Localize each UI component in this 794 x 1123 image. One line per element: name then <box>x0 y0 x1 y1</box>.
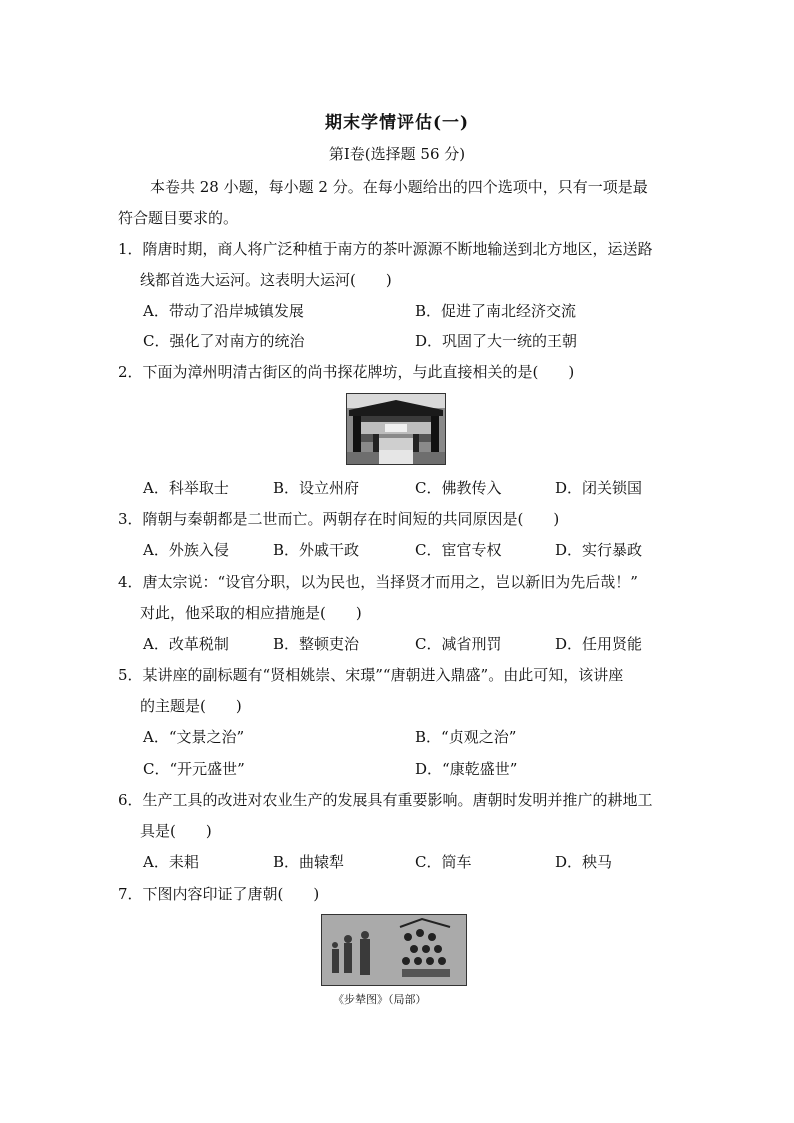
painting-image <box>321 914 467 986</box>
question-6-option-a[interactable]: A．耒耜 <box>143 853 199 871</box>
question-1-stem: 1．隋唐时期，商人将广泛种植于南方的茶叶源源不断地输送到北方地区，运送路 <box>118 240 653 258</box>
question-2-option-b[interactable]: B．设立州府 <box>273 479 360 497</box>
section-subtitle: 第Ⅰ卷(选择题 56 分) <box>328 145 466 163</box>
question-3-option-d[interactable]: D．实行暴政 <box>555 541 643 559</box>
question-3-stem: 3．隋朝与秦朝都是二世而亡。两朝存在时间短的共同原因是( ) <box>118 510 560 528</box>
question-4-option-c[interactable]: C．减省刑罚 <box>415 635 502 653</box>
question-5-option-b[interactable]: B．“贞观之治” <box>415 728 517 746</box>
question-6-option-c[interactable]: C．筒车 <box>415 853 472 871</box>
question-3-option-a[interactable]: A．外族入侵 <box>143 541 229 559</box>
question-2-option-a[interactable]: A．科举取士 <box>143 479 229 497</box>
question-6-option-d[interactable]: D．秧马 <box>555 853 613 871</box>
painting-caption: 《步辇图》（局部） <box>333 993 427 1006</box>
question-3-option-b[interactable]: B．外戚干政 <box>273 541 360 559</box>
question-5-stem-cont: 的主题是( ) <box>140 697 242 715</box>
question-2-option-c[interactable]: C．佛教传入 <box>415 479 502 497</box>
question-4-stem-cont: 对此，他采取的相应措施是( ) <box>140 604 362 622</box>
question-4-option-b[interactable]: B．整顿吏治 <box>273 635 360 653</box>
question-4-stem: 4．唐太宗说：“设官分职，以为民也，当择贤才而用之，岂以新旧为先后哉！” <box>118 573 638 591</box>
question-5-option-d[interactable]: D．“康乾盛世” <box>415 760 518 778</box>
question-3-option-c[interactable]: C．宦官专权 <box>415 541 502 559</box>
question-1-option-c[interactable]: C．强化了对南方的统治 <box>143 332 305 350</box>
question-2-stem: 2．下面为漳州明清古街区的尚书探花牌坊，与此直接相关的是( ) <box>118 363 575 381</box>
question-6-stem: 6．生产工具的改进对农业生产的发展具有重要影响。唐朝时发明并推广的耕地工 <box>118 791 653 809</box>
question-1-stem-cont: 线都首选大运河。这表明大运河( ) <box>140 271 392 289</box>
question-5-option-c[interactable]: C．“开元盛世” <box>143 760 245 778</box>
page-title: 期末学情评估(一) <box>324 113 470 133</box>
question-4-option-d[interactable]: D．任用贤能 <box>555 635 643 653</box>
question-5-option-a[interactable]: A．“文景之治” <box>143 728 245 746</box>
intro-line-1: 本卷共 28 小题，每小题 2 分。在每小题给出的四个选项中，只有一项是最 <box>150 178 648 196</box>
question-6-option-b[interactable]: B．曲辕犁 <box>273 853 345 871</box>
question-6-stem-cont: 具是( ) <box>140 822 212 840</box>
question-2-option-d[interactable]: D．闭关锁国 <box>555 479 643 497</box>
question-5-stem: 5．某讲座的副标题有“贤相姚崇、宋璟”“唐朝进入鼎盛”。由此可知，该讲座 <box>118 666 624 684</box>
question-1-option-d[interactable]: D．巩固了大一统的王朝 <box>415 332 578 350</box>
question-1-option-a[interactable]: A．带动了沿岸城镇发展 <box>143 302 304 320</box>
archway-photo <box>346 393 446 465</box>
archway-photo-drawing <box>347 394 445 464</box>
question-4-option-a[interactable]: A．改革税制 <box>143 635 229 653</box>
question-1-option-b[interactable]: B．促进了南北经济交流 <box>415 302 577 320</box>
intro-line-2: 符合题目要求的。 <box>118 209 239 227</box>
painting-image-drawing <box>322 915 466 985</box>
question-7-stem: 7．下图内容印证了唐朝( ) <box>118 885 320 903</box>
